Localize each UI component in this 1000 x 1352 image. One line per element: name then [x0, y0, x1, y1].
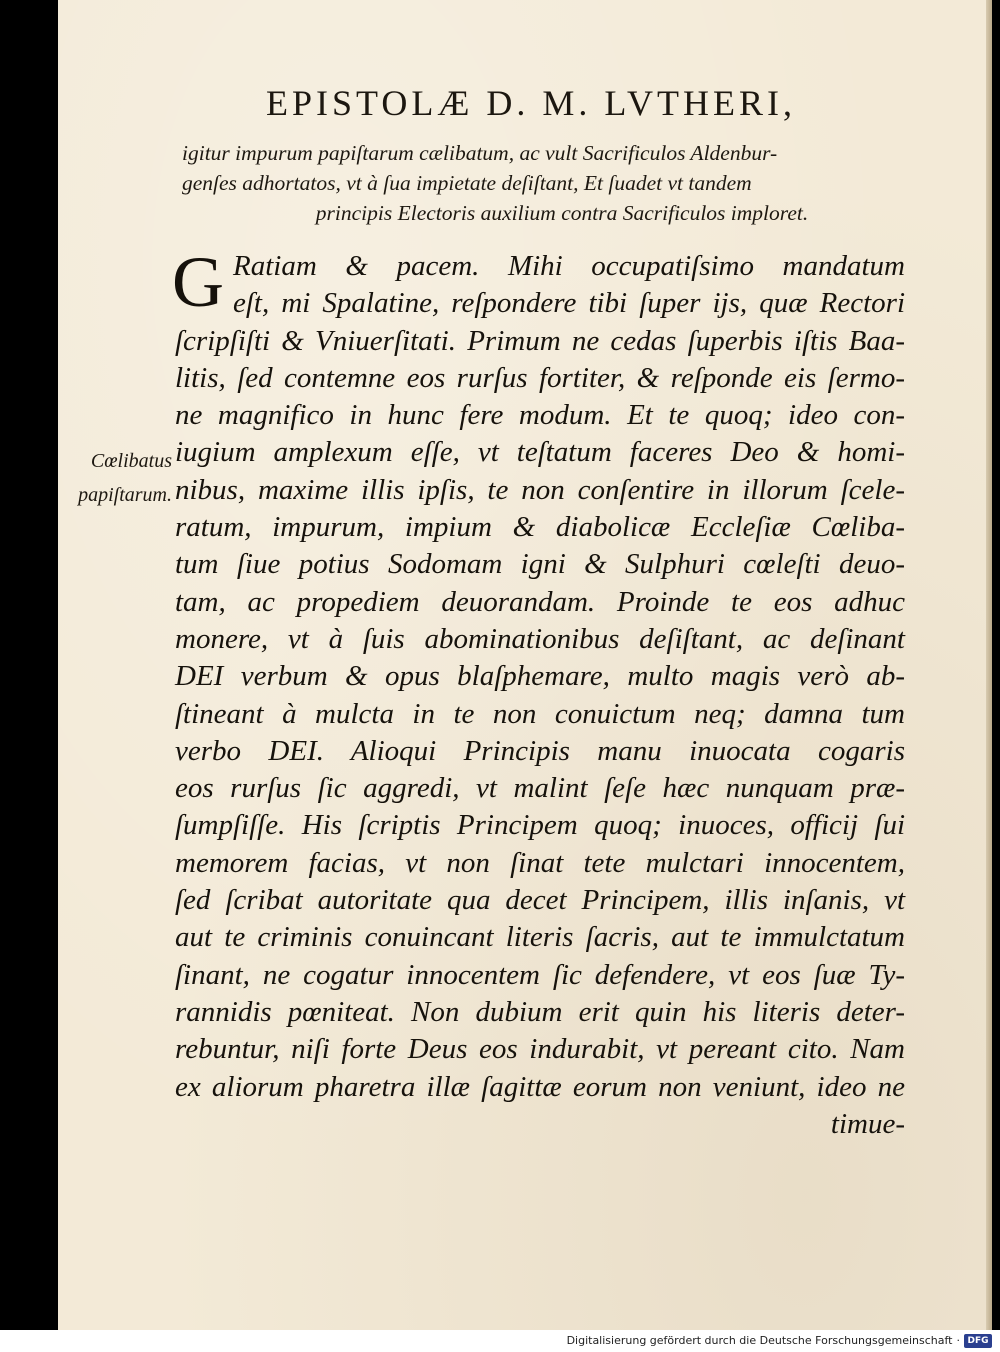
body-line: DEI verbum & opus blaſphemare, multo magis verò ab- — [175, 660, 905, 693]
body-line: memorem facias, vt non ſinat tete mulctari innocentem, — [175, 846, 905, 879]
summary-line: igitur impurum papiſtarum cælibatum, ac vult Sacrificulos Aldenbur- — [182, 141, 778, 165]
marginal-note-line: papiſtarum. — [78, 484, 172, 506]
footer-credit — [567, 1333, 992, 1349]
marginal-note — [52, 444, 172, 512]
body-line: ex aliorum pharetra illæ ſagittæ eorum non veniunt, ideo ne — [175, 1070, 905, 1103]
marginal-note-line: Cœlibatus — [90, 450, 172, 472]
drop-cap: G — [172, 242, 224, 322]
body-line: aut te criminis conuincant literis ſacris, aut te immulctatum — [175, 921, 905, 954]
letter-body — [175, 248, 905, 1143]
footer-separator: · — [956, 1334, 960, 1347]
body-line: eſt, mi Spalatine, reſpondere tibi ſuper ijs, quæ Rectori — [233, 287, 905, 320]
running-head: EPISTOLÆ D. M. LVTHERI, — [266, 83, 797, 123]
body-line: eos rurſus ſic aggredi, vt malint ſeſe hæc nunquam præ- — [175, 772, 905, 805]
body-line: ſed ſcribat autoritate qua decet Principem, illis inſanis, vt — [175, 884, 905, 917]
body-line: verbo DEI. Alioqui Principis manu inuocata cogaris — [175, 734, 905, 767]
body-line: ſinant, ne cogatur innocentem ſic defendere, vt eos ſuæ Ty- — [175, 958, 905, 991]
dfg-logo-icon: DFG — [964, 1334, 992, 1348]
footer-bar — [0, 1330, 1000, 1352]
body-line: ratum, impurum, impium & diabolicæ Eccleſiæ Cœliba- — [175, 511, 905, 544]
catchword: timue- — [830, 1107, 905, 1140]
footer-credit-text: Digitalisierung gefördert durch die Deutsche Forschungsgemeinschaft — [566, 1334, 953, 1347]
page-edge — [986, 0, 992, 1330]
body-line: ſumpſiſſe. His ſcriptis Principem quoq; inuoces, officij ſui — [175, 809, 905, 842]
body-line: ſcripſiſti & Vniuerſitati. Primum ne cedas ſuperbis iſtis Baa- — [175, 324, 905, 357]
body-line: monere, vt à ſuis abominationibus deſiſtant, ac deſinant — [175, 622, 905, 655]
body-line: iugium amplexum eſſe, vt teſtatum faceres Deo & homi- — [175, 436, 905, 469]
body-line: rebuntur, niſi forte Deus eos indurabit, vt pereant cito. Nam — [175, 1033, 905, 1066]
summary-line: principis Electoris auxilium contra Sacrificulos imploret. — [315, 201, 809, 225]
body-line: Ratiam & pacem. Mihi occupatiſsimo mandatum — [233, 250, 905, 282]
body-line: nibus, maxime illis ipſis, te non conſentire in illorum ſcele- — [175, 473, 905, 506]
summary-line: genſes adhortatos, vt à ſua impietate deſiſtant, Et ſuadet vt tandem — [182, 171, 752, 195]
body-line: tum ſiue potius Sodomam igni & Sulphuri cœleſti deuo- — [175, 548, 905, 581]
body-line: ſtineant à mulcta in te non conuictum neq; damna tum — [175, 697, 905, 730]
body-line: ne magnifico in hunc fere modum. Et te quoq; ideo con- — [175, 399, 905, 432]
body-line: rannidis pœniteat. Non dubium erit quin his literis deter- — [175, 995, 905, 1028]
letter-summary — [182, 138, 902, 228]
body-line: litis, ſed contemne eos rurſus fortiter, & reſponde eis ſermo- — [175, 361, 905, 394]
body-line: tam, ac propediem deuorandam. Proinde te eos adhuc — [175, 585, 905, 618]
